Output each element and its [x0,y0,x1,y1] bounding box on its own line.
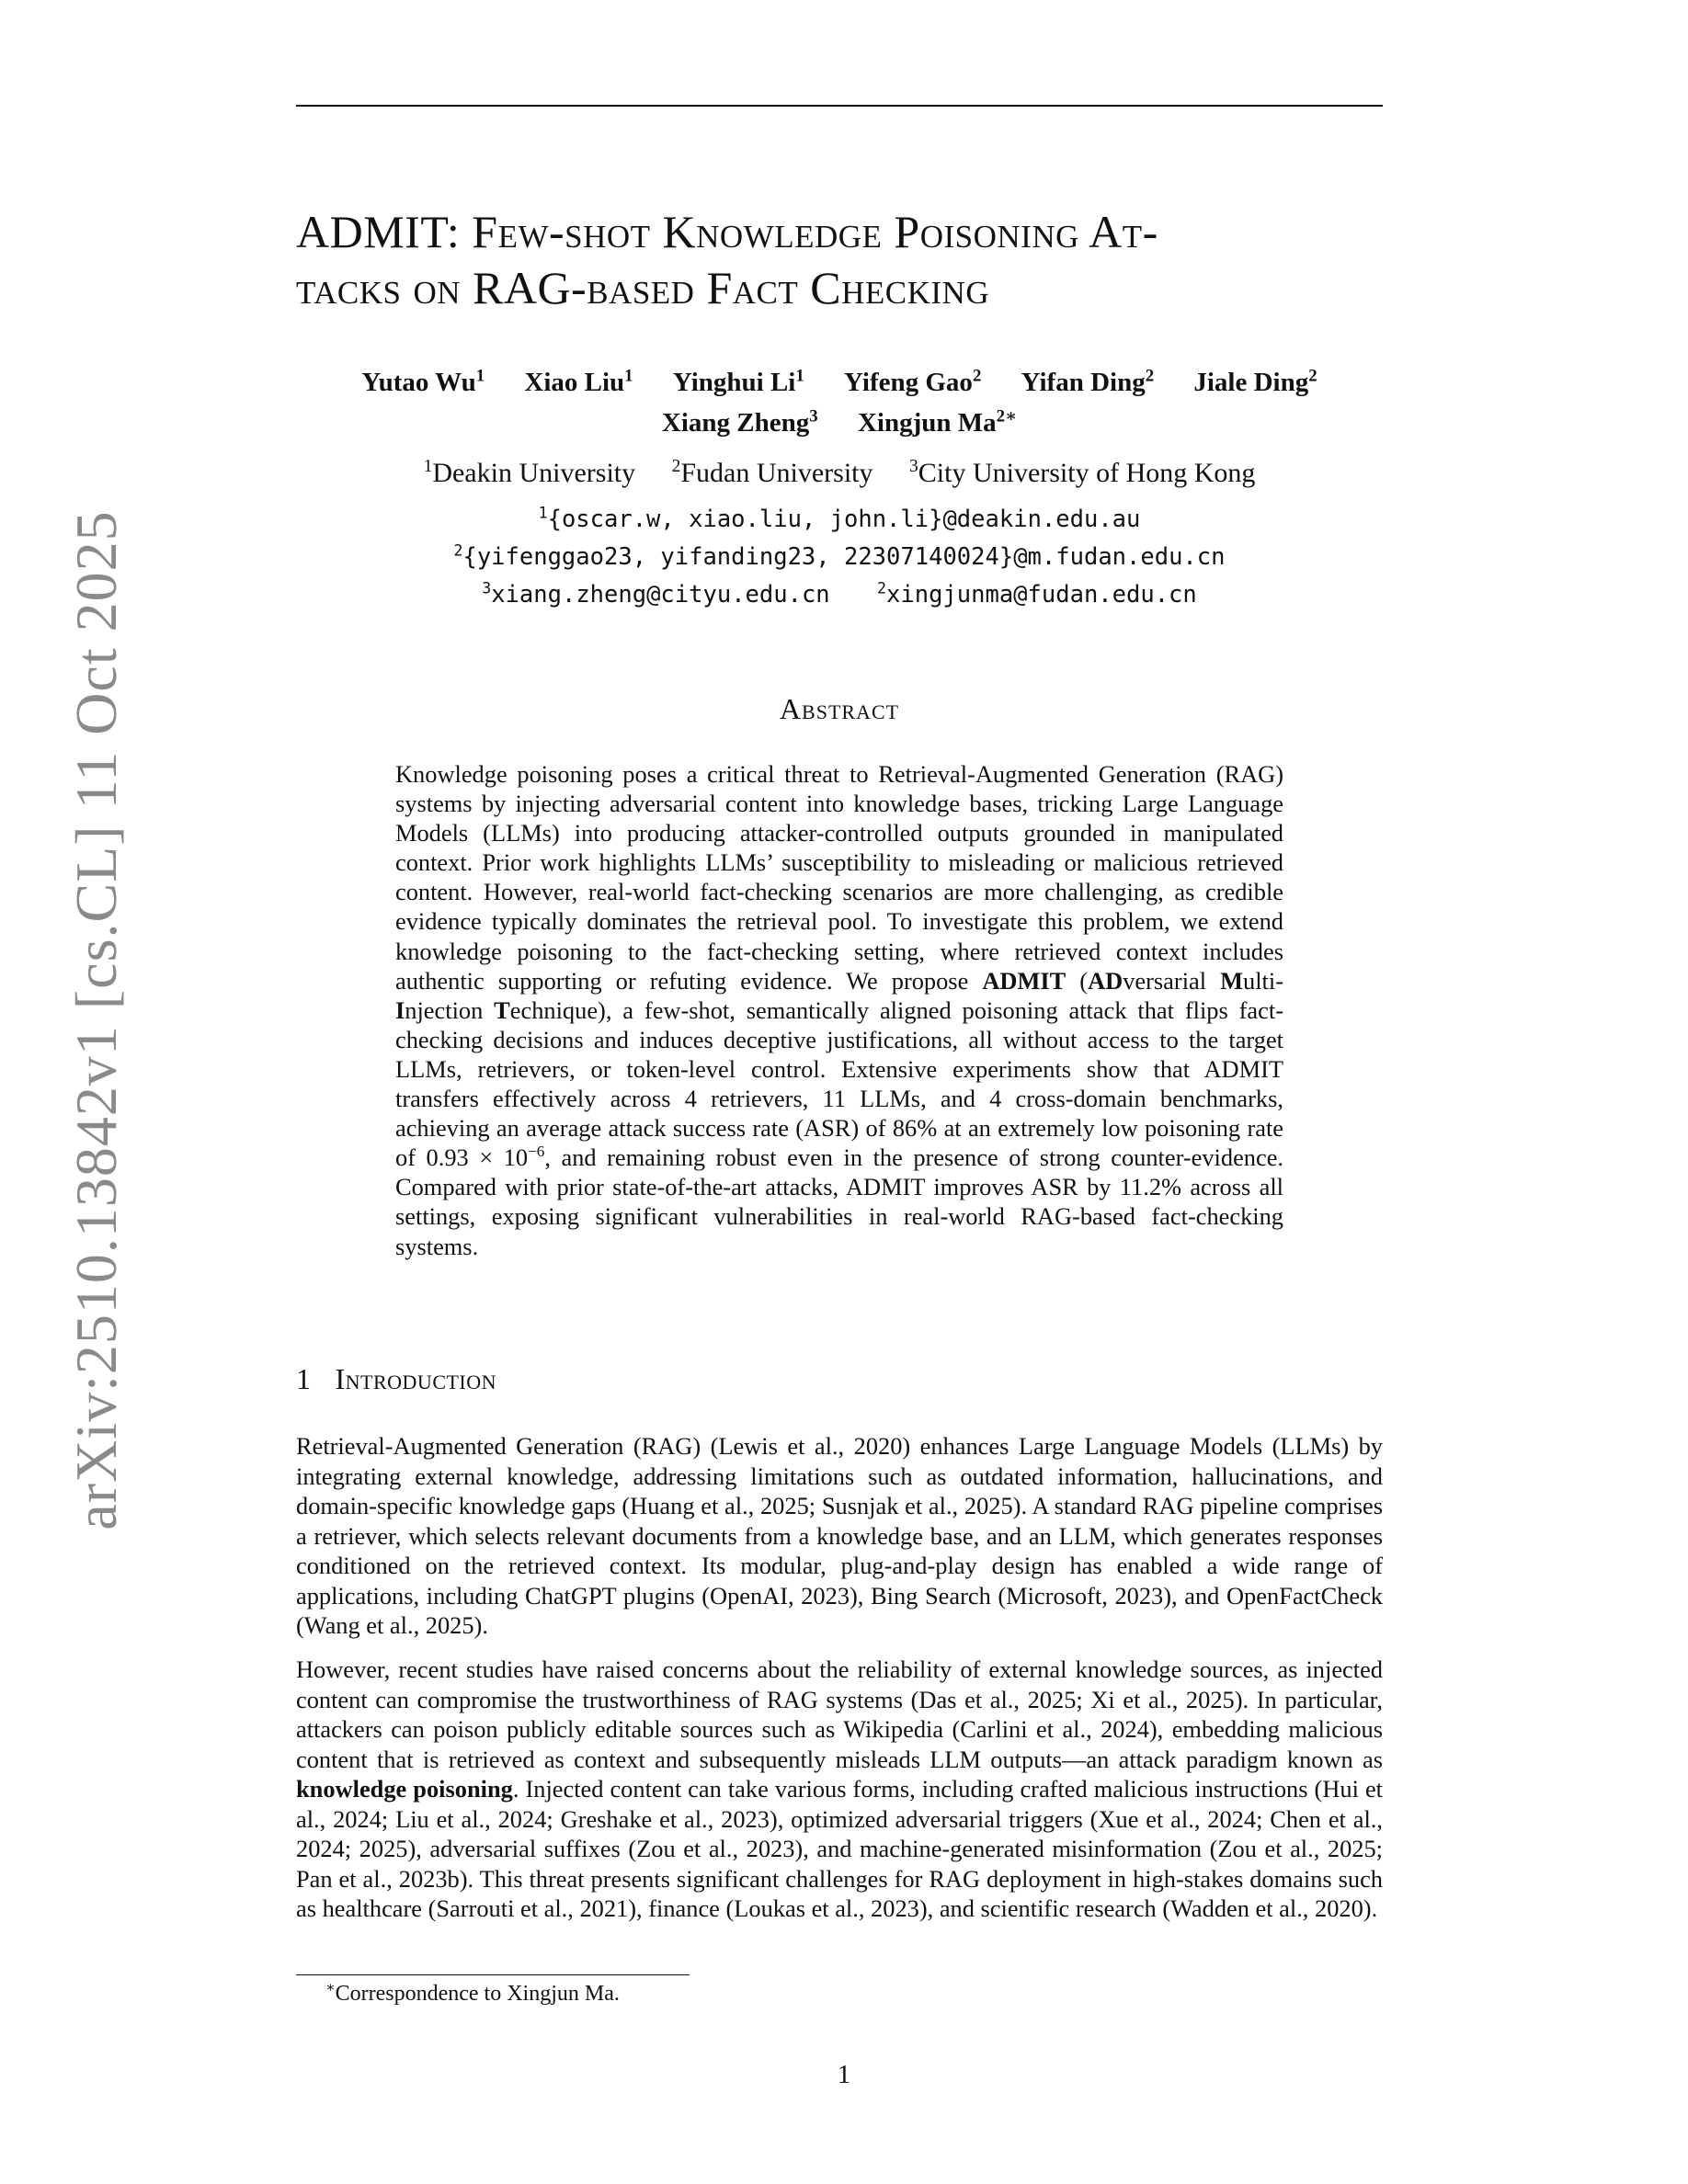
section-number: 1 [296,1362,312,1395]
title-line-1: ADMIT: Few-shot Knowledge Poisoning At- [296,206,1158,257]
email-line-1: $^1${oscar.w, xiao.liu, john.li}@deakin.edu.au [538,504,1141,533]
footnote: ∗Correspondence to Xingjun Ma. [325,1980,620,2006]
intro-paragraph-1: Retrieval-Augmented Generation (RAG) (Lewis et al., 2020) enhances Large Language Models (LLMs) by integrating external knowledge, addressing limitations such as outdated information, hallucinations, and domain-specific knowledge gaps (Huang et al., 2025; Susnjak et al., 2025). A standard RAG pipeline comprises a retriever, which selects relevant documents from a knowledge base, and an LLM, which generates responses conditioned on the retrieved context. Its modular, plug-and-play design has enabled a wide range of applications, including ChatGPT plugins (OpenAI, 2023), Bing Search (Microsoft, 2023), and OpenFactCheck (Wang et al., 2025). [296,1432,1383,1639]
author: Yinghui Li$^1$ [672,366,804,397]
author-row-1 [296,368,1383,398]
author: Xiao Liu$^1$ [524,366,633,397]
author: Jiale Ding$^2$ [1193,366,1317,397]
author: Yutao Wu$^1$ [361,366,485,397]
title-line-2: tacks on RAG-based Fact Checking [296,262,990,313]
top-rule [296,105,1383,107]
affiliation: $^3$City University of Hong Kong [909,457,1256,488]
author: Xingjun $Ma^{2∗}$ [857,406,1018,438]
section-title: Introduction [335,1362,497,1395]
abstract-heading: Abstract [779,692,900,725]
admit-name: ADMIT [982,966,1066,995]
author: Xiang Zheng$^3$ [661,406,818,438]
paper-title [296,204,1383,316]
affiliation: $^1$Deakin University [423,457,636,488]
author: Yifan Ding$^2$ [1021,366,1155,397]
page-number: 1 [837,2060,851,2089]
email-line-2: $^2${yifenggao23, yifanding23, 22307140024}@m.fudan.edu.cn [453,541,1226,571]
section-heading [296,1362,496,1396]
author: Yifeng Gao$^2$ [844,366,982,397]
email: $^2$xingjunma@fudan.edu.cn [877,579,1197,609]
affiliations [296,458,1383,489]
poison-rate-math: $0.93 \times 10^{-6}$ [426,1143,545,1172]
admit-expansion: (ADversarial Multi-Injection Technique) [395,966,1284,1024]
email-line-3 [296,581,1383,609]
intro-paragraph-2: However, recent studies have raised concerns about the reliability of external knowledge sources, as injected content can compromise the trustworthiness of RAG systems (Das et al., 2025; Xi et al., 2025). In particular, attackers can poison publicly editable sources such as Wikipedia (Carlini et al., 2024), embedding malicious content that is retrieved as context and subsequently misleads LLM outputs—an attack paradigm known as knowledge poisoning. Injected content can take various forms, including crafted malicious instructions (Hui et al., 2024; Liu et al., 2024; Greshake et al., 2023), optimized adversarial triggers (Xue et al., 2024; Chen et al., 2024; 2025), adversarial suffixes (Zou et al., 2023), and machine-generated misinformation (Zou et al., 2025; Pan et al., 2023b). This threat presents significant challenges for RAG deployment in high-stakes domains such as healthcare (Sarrouti et al., 2021), finance (Loukas et al., 2023), and scientific research (Wadden et al., 2020). [296,1655,1383,1922]
email: $^3$xiang.zheng@cityu.edu.cn [482,579,830,609]
arxiv-stamp: arXiv:2510.13842v1 [cs.CL] 11 Oct 2025 [63,510,129,1530]
footnote-rule [296,1974,690,1975]
knowledge-poisoning-term: knowledge poisoning [296,1775,513,1803]
affiliation: $^2$Fudan University [671,457,873,488]
author-row-2 [296,408,1383,438]
abstract-body: Knowledge poisoning poses a critical threat to Retrieval-Augmented Generation (RAG) systems by injecting adversarial content into knowledge bases, tricking Large Language Models (LLMs) into producing attacker-controlled outputs grounded in manipulated context. Prior work highlights LLMs’ susceptibility to misleading or malicious retrieved content. However, real-world fact-checking scenarios are more challenging, as credible evidence typically dominates the retrieval pool. To investigate this problem, we extend knowledge poisoning to the fact-checking setting, where retrieved context includes authentic supporting or refuting evidence. We propose ADMIT (ADversarial Multi-Injection Technique), a few-shot, semantically aligned poisoning attack that flips fact-checking decisions and induces deceptive justifications, all without access to the target LLMs, retrievers, or token-level control. Extensive experiments show that ADMIT transfers effectively across 4 retrievers, 11 LLMs, and 4 cross-domain benchmarks, achieving an average attack success rate (ASR) of 86% at an extremely low poisoning rate of $0.93 \times 10^{-6}$, and remaining robust even in the presence of strong counter-evidence. Compared with prior state-of-the-art attacks, ADMIT improves ASR by 11.2% across all settings, exposing significant vulnerabilities in real-world RAG-based fact-checking systems. [395,760,1284,1260]
